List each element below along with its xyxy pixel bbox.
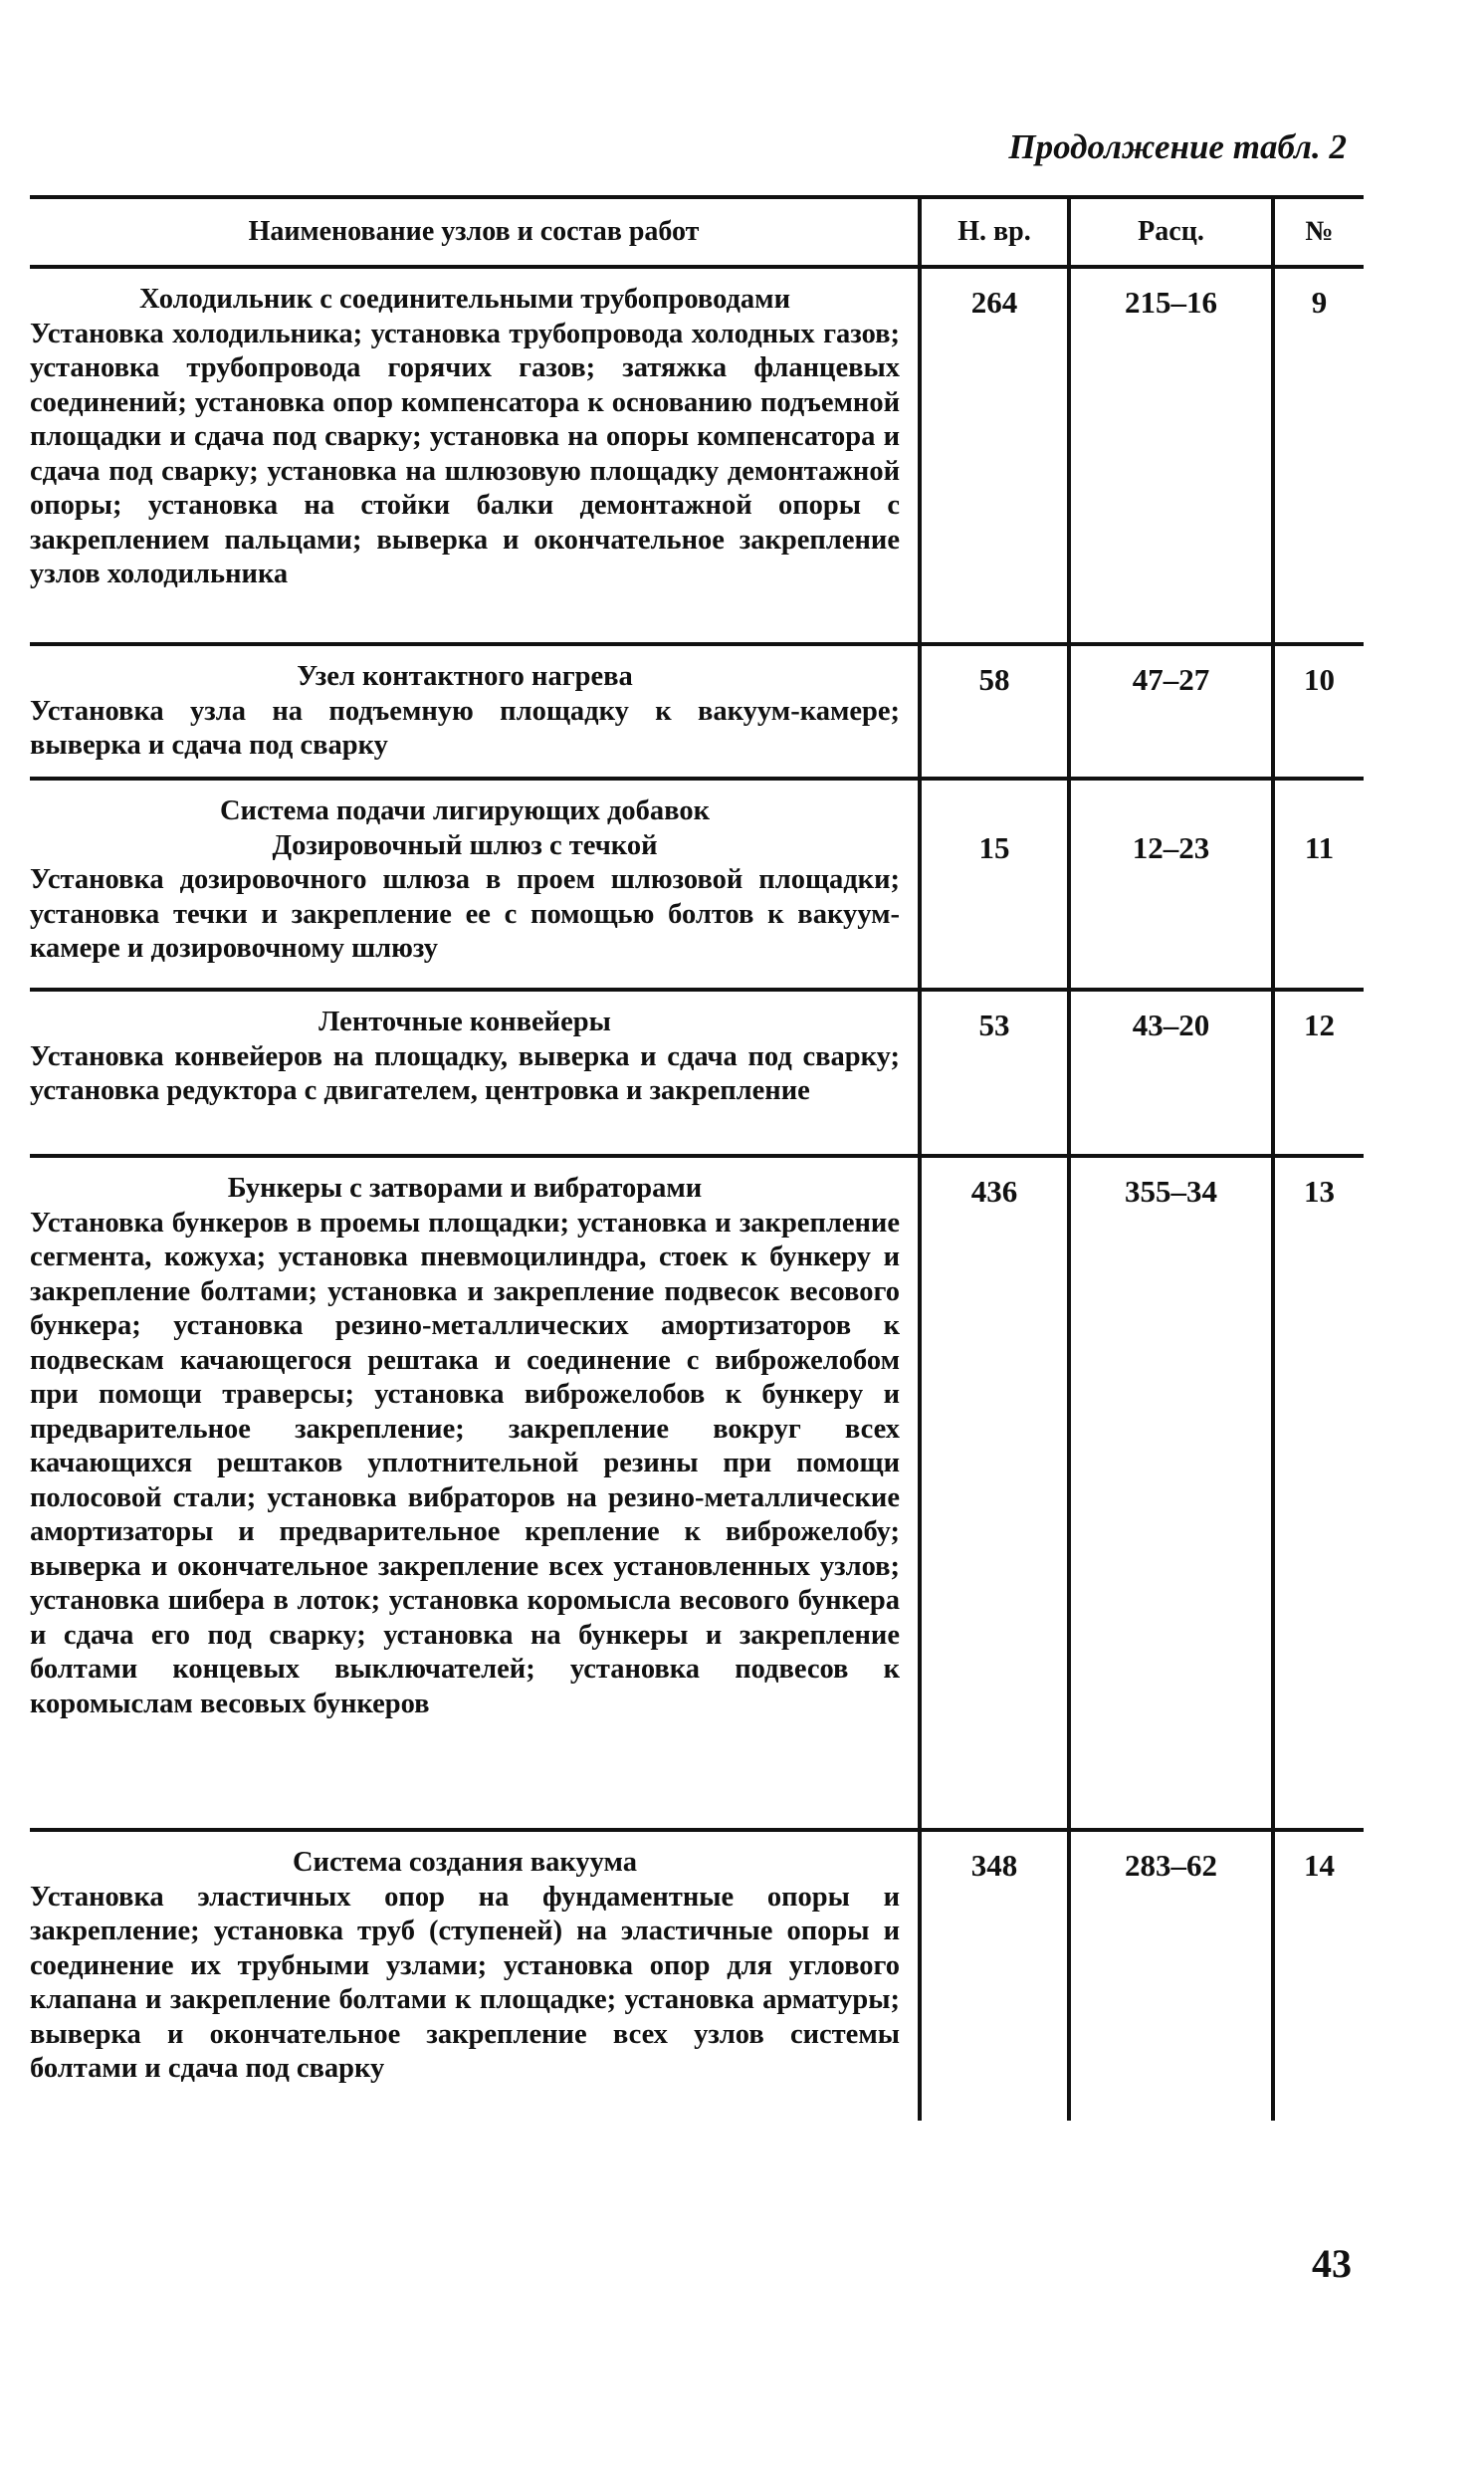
table-header	[30, 199, 1364, 269]
row-body: Установка дозировочного шлюза в проем шлюзовой площадки; установка течки и закрепление ее с помощью болтов к вакуум-камере и дозировочному шлюзу	[30, 864, 900, 964]
row-body: Установка эластичных опор на фундаментные опоры и закрепление; установка труб (ступеней) на эластичные опоры и соединение их трубными узлами; установка опор для углового клапана и закрепление болтами к площадке; установка арматуры; выверка и окончательное закрепление всех узлов системы болтами и сдача под сварку	[30, 1881, 900, 2084]
table-row	[30, 781, 1364, 992]
row-norm: 348	[918, 1832, 1067, 2121]
row-rate: 215–16	[1067, 269, 1271, 642]
row-body: Установка холодильника; установка трубопровода холодных газов; установка трубопровода горячих газов; затяжка фланцевых соединений; установка опор компенсатора к основанию подъемной площадки и сдача под сварку; установка на опоры компенсатора и сдача под сварку; установка на шлюзовую площадку демонтажной опоры; установка на стойки балки демонтажной опоры с закреплением пальцами; выверка и окончательное закрепление узлов холодильника	[30, 318, 900, 589]
table-row	[30, 1158, 1364, 1832]
header-norm: Н. вр.	[918, 199, 1067, 265]
header-no: №	[1271, 199, 1364, 265]
row-norm: 436	[918, 1158, 1067, 1828]
table-row	[30, 1832, 1364, 2121]
table-row	[30, 646, 1364, 781]
row-norm: 264	[918, 269, 1067, 642]
row-rate: 43–20	[1067, 992, 1271, 1154]
row-norm: 15	[918, 781, 1067, 988]
row-description	[30, 1832, 918, 2121]
row-description	[30, 269, 918, 642]
row-rate: 355–34	[1067, 1158, 1271, 1828]
row-title: Узел контактного нагрева	[297, 661, 633, 692]
row-title: Бункеры с затворами и вибраторами	[227, 1173, 703, 1204]
row-no: 12	[1271, 992, 1364, 1154]
row-body: Установка бункеров в проемы площадки; установка и закрепление сегмента, кожуха; установка пневмоцилиндра, стоек к бункеру и закрепление болтами; установка и закрепление подвесок весового бункера; установка резино-металлических амортизаторов к подвескам качающегося рештака и соединение с виброжелобом при помощи траверсы; установка виброжелобов к бункеру и предварительное закрепление; закрепление вокруг всех качающихся рештаков уплотнительной резины при помощи полосовой стали; установка вибраторов на резино-металлические амортизаторы и предварительное крепление к виброжелобу; выверка и окончательное закрепление всех установленных узлов; установка шибера в лоток; установка коромысла весового бункера и сдача его под сварку; установка на бункеры и закрепление болтами концевых выключателей; установка подвесов к коромыслам весовых бункеров	[30, 1207, 900, 1719]
table-row	[30, 992, 1364, 1158]
row-rate: 12–23	[1067, 781, 1271, 988]
header-name: Наименование узлов и состав работ	[248, 216, 700, 247]
row-body: Установка узла на подъемную площадку к вакуум-камере; выверка и сдача под сварку	[30, 695, 900, 761]
row-norm: 58	[918, 646, 1067, 777]
row-no: 13	[1271, 1158, 1364, 1828]
header-rate: Расц.	[1067, 199, 1271, 265]
row-title: Ленточные конвейеры	[318, 1007, 611, 1037]
row-description	[30, 992, 918, 1154]
row-title: Система создания вакуума	[292, 1847, 638, 1878]
row-no: 14	[1271, 1832, 1364, 2121]
row-description	[30, 646, 918, 777]
row-norm: 53	[918, 992, 1067, 1154]
row-no: 10	[1271, 646, 1364, 777]
row-no: 11	[1271, 781, 1364, 988]
row-subtitle: Дозировочный шлюз с течкой	[272, 829, 658, 861]
row-body: Установка конвейеров на площадку, выверка и сдача под сварку; установка редуктора с двигателем, центровка и закрепление	[30, 1040, 900, 1106]
table-caption: Продолжение табл. 2	[1008, 127, 1347, 166]
row-description	[30, 1158, 918, 1828]
row-rate: 47–27	[1067, 646, 1271, 777]
table-row	[30, 269, 1364, 646]
row-no: 9	[1271, 269, 1364, 642]
row-rate: 283–62	[1067, 1832, 1271, 2121]
work-norms-table	[30, 195, 1364, 2121]
row-title: Система подачи лигирующих добавок	[219, 795, 711, 826]
row-title: Холодильник с соединительными трубопроводами	[138, 284, 790, 315]
row-description	[30, 781, 918, 988]
page-number: 43	[1312, 2241, 1352, 2286]
